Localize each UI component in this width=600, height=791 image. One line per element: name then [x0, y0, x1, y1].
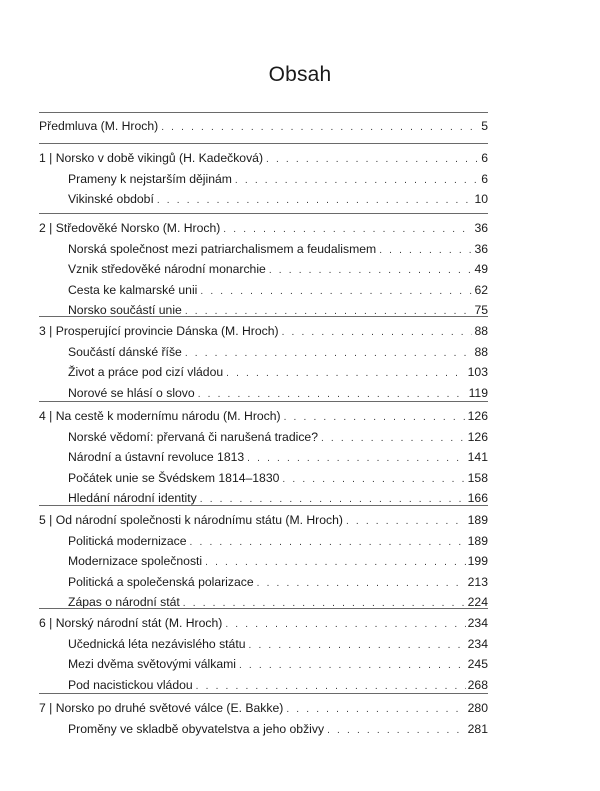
toc-section-page-number: 141 — [467, 450, 488, 464]
toc-section-page-number: 158 — [467, 471, 488, 485]
toc-section[interactable] — [68, 635, 488, 653]
toc-entry-preface[interactable] — [39, 117, 488, 135]
dot-leader — [190, 534, 466, 552]
toc-section-page-number: 213 — [467, 575, 488, 589]
toc-entry-preface-page-number: 5 — [481, 119, 488, 133]
toc-section-page-number: 224 — [467, 595, 488, 609]
toc-section[interactable] — [68, 190, 488, 208]
toc-section-label: Vikinské období — [68, 192, 154, 206]
toc-section[interactable] — [68, 720, 488, 738]
divider — [39, 316, 488, 317]
toc-chapter-5[interactable] — [39, 511, 488, 529]
toc-section-page-number: 36 — [474, 242, 488, 256]
dot-leader — [200, 283, 472, 301]
toc-section-page-number: 6 — [481, 172, 488, 186]
toc-section-page-number: 126 — [467, 430, 488, 444]
dot-leader — [346, 513, 466, 531]
dot-leader — [266, 151, 479, 169]
toc-section[interactable] — [68, 343, 488, 361]
toc-section[interactable] — [68, 384, 488, 402]
toc-section[interactable] — [68, 363, 488, 381]
toc-section[interactable] — [68, 532, 488, 550]
toc-section[interactable] — [68, 428, 488, 446]
dot-leader — [161, 119, 479, 137]
dot-leader — [282, 471, 465, 489]
divider — [39, 213, 488, 214]
toc-chapter-1[interactable] — [39, 149, 488, 167]
toc-section-page-number: 268 — [467, 678, 488, 692]
dot-leader — [226, 365, 466, 383]
divider — [39, 401, 488, 402]
toc-section-page-number: 119 — [468, 386, 488, 400]
toc-section-label: Vznik středověké národní monarchie — [68, 262, 266, 276]
toc-section-label: Zápas o národní stát — [68, 595, 180, 609]
dot-leader — [282, 324, 473, 342]
dot-leader — [235, 172, 479, 190]
toc-section-page-number: 88 — [474, 345, 488, 359]
toc-section-page-number: 75 — [474, 303, 488, 317]
dot-leader — [223, 221, 472, 239]
toc-section-label: Hledání národní identity — [68, 491, 197, 505]
toc-section-label: Součástí dánské říše — [68, 345, 182, 359]
toc-chapter-5-label: 5 | Od národní společnosti k národnímu státu (M. Hroch) — [39, 513, 343, 527]
toc-entry-preface-label: Předmluva (M. Hroch) — [39, 119, 159, 133]
dot-leader — [284, 409, 466, 427]
toc-section-label: Prameny k nejstarším dějinám — [68, 172, 232, 186]
dot-leader — [205, 554, 466, 572]
toc-section[interactable] — [68, 240, 488, 258]
toc-section-label: Politická modernizace — [68, 534, 187, 548]
toc-chapter-1-page-number: 6 — [481, 151, 488, 165]
toc-section[interactable] — [68, 655, 488, 673]
toc-chapter-3-label: 3 | Prosperující provincie Dánska (M. Hroch) — [39, 324, 279, 338]
toc-chapter-4-label: 4 | Na cestě k modernímu národu (M. Hroch) — [39, 409, 281, 423]
toc-chapter-6[interactable] — [39, 614, 488, 632]
toc-chapter-3[interactable] — [39, 322, 488, 340]
divider — [39, 693, 488, 694]
dot-leader — [239, 657, 466, 675]
toc-chapter-6-label: 6 | Norský národní stát (M. Hroch) — [39, 616, 223, 630]
toc-section-label: Politická a společenská polarizace — [68, 575, 254, 589]
dot-leader — [321, 430, 466, 448]
toc-section[interactable] — [68, 469, 488, 487]
dot-leader — [185, 345, 473, 363]
toc-section[interactable] — [68, 170, 488, 188]
toc-section-label: Norsko součástí unie — [68, 303, 182, 317]
toc-section[interactable] — [68, 281, 488, 299]
toc-section-label: Modernizace společnosti — [68, 554, 203, 568]
dot-leader — [249, 637, 466, 655]
toc-section-page-number: 245 — [467, 657, 488, 671]
toc-section-page-number: 103 — [467, 365, 488, 379]
toc-chapter-5-page-number: 189 — [467, 513, 488, 527]
divider — [39, 608, 488, 609]
toc-chapter-2[interactable] — [39, 219, 488, 237]
toc-chapter-2-page-number: 36 — [474, 221, 488, 235]
toc-section-label: Norové se hlásí o slovo — [68, 386, 195, 400]
dot-leader — [257, 575, 466, 593]
toc-chapter-7[interactable] — [39, 699, 488, 717]
toc-section-page-number: 281 — [467, 722, 488, 736]
toc-section-page-number: 10 — [474, 192, 488, 206]
toc-chapter-7-label: 7 | Norsko po druhé světové válce (E. Bakke) — [39, 701, 284, 715]
toc-section-page-number: 199 — [467, 554, 488, 568]
toc-chapter-4[interactable] — [39, 407, 488, 425]
toc-chapter-2-label: 2 | Středověké Norsko (M. Hroch) — [39, 221, 221, 235]
divider — [39, 143, 488, 144]
dot-leader — [200, 491, 466, 509]
dot-leader — [269, 262, 473, 280]
dot-leader — [247, 450, 466, 468]
toc-chapter-7-page-number: 280 — [467, 701, 488, 715]
toc-chapter-3-page-number: 88 — [474, 324, 488, 338]
divider — [39, 112, 488, 113]
divider — [39, 505, 488, 506]
page-title: Obsah — [268, 63, 332, 86]
toc-section-label: Norská společnost mezi patriarchalismem a feudalismem — [68, 242, 377, 256]
toc-section[interactable] — [68, 573, 488, 591]
toc-section[interactable] — [68, 552, 488, 570]
toc-section-label: Národní a ústavní revoluce 1813 — [68, 450, 245, 464]
dot-leader — [379, 242, 472, 260]
dot-leader — [327, 722, 466, 740]
toc-section-label: Život a práce pod cizí vládou — [68, 365, 224, 379]
toc-chapter-1-label: 1 | Norsko v době vikingů (H. Kadečková) — [39, 151, 263, 165]
dot-leader — [183, 595, 466, 613]
toc-section-label: Učednická léta nezávislého státu — [68, 637, 246, 651]
toc-section-page-number: 62 — [474, 283, 488, 297]
toc-chapter-4-page-number: 126 — [467, 409, 488, 423]
dot-leader — [157, 192, 473, 210]
toc-section[interactable] — [68, 676, 488, 694]
toc-section-page-number: 166 — [467, 491, 488, 505]
toc-section[interactable] — [68, 448, 488, 466]
dot-leader — [185, 303, 473, 321]
toc-section-page-number: 49 — [474, 262, 488, 276]
dot-leader — [286, 701, 465, 719]
dot-leader — [225, 616, 465, 634]
toc-section-label: Proměny ve skladbě obyvatelstva a jeho obživy — [68, 722, 325, 736]
toc-chapter-6-page-number: 234 — [467, 616, 488, 630]
toc-section-label: Počátek unie se Švédskem 1814–1830 — [68, 471, 280, 485]
toc-section-label: Cesta ke kalmarské unii — [68, 283, 198, 297]
toc-section-label: Norské vědomí: přervaná či narušená tradice? — [68, 430, 318, 444]
toc-section-page-number: 189 — [467, 534, 488, 548]
toc-section-page-number: 234 — [467, 637, 488, 651]
toc-section-label: Pod nacistickou vládou — [68, 678, 193, 692]
toc-section[interactable] — [68, 260, 488, 278]
toc-section-label: Mezi dvěma světovými válkami — [68, 657, 236, 671]
